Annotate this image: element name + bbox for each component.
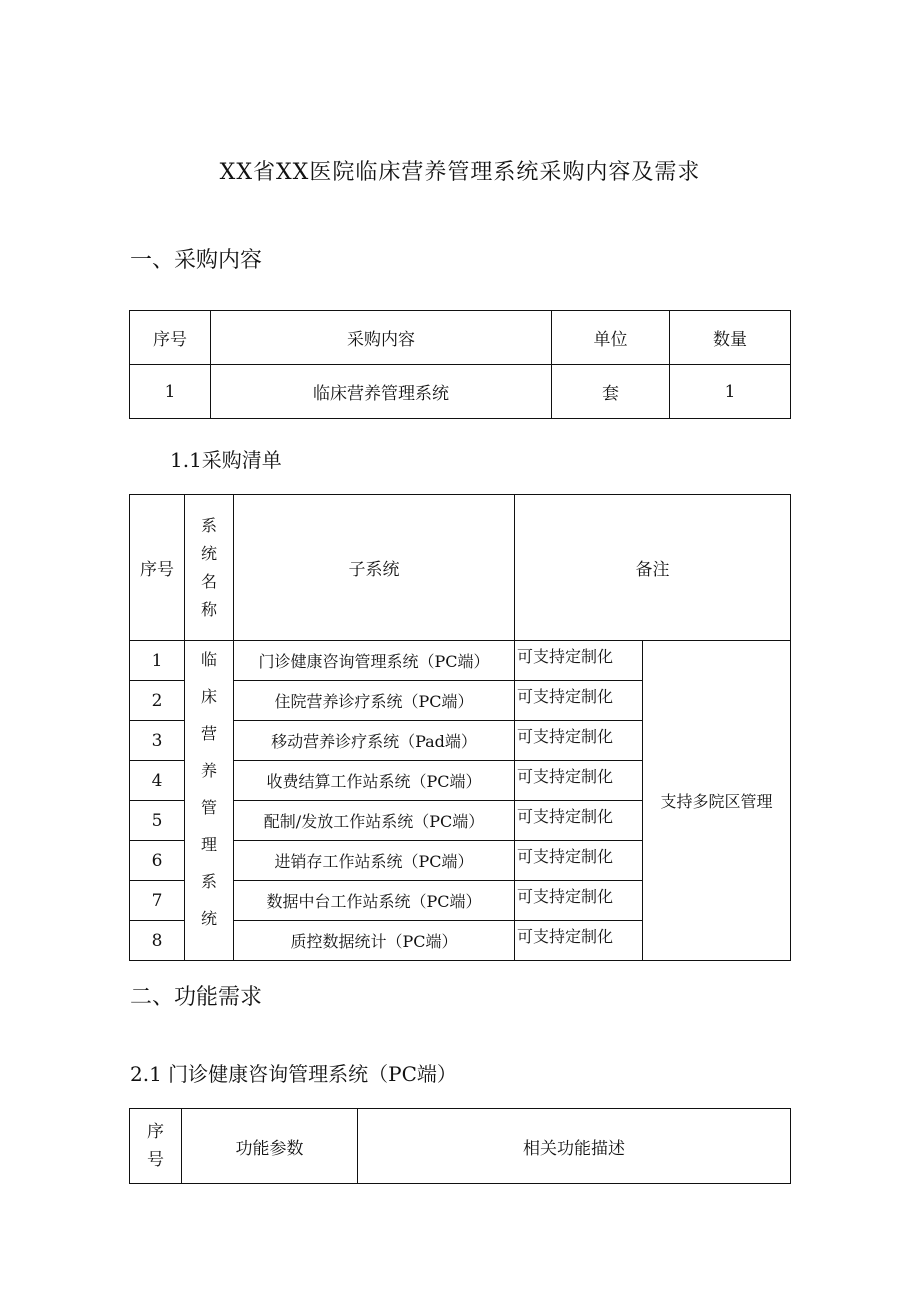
subsection-1-1-heading: 1.1采购清单 <box>170 448 282 472</box>
header-content: 采购内容 <box>211 311 552 365</box>
cell-unit: 套 <box>552 365 670 419</box>
system-name-char: 统 <box>200 909 217 928</box>
header-system-name <box>185 495 234 641</box>
function-table <box>129 1108 791 1184</box>
header-unit: 单位 <box>552 311 670 365</box>
cell-subsystem: 配制/发放工作站系统（PC端） <box>234 801 515 841</box>
cell-merged-remark: 支持多院区管理 <box>643 641 791 961</box>
cell-seq: 4 <box>130 761 185 801</box>
cell-note: 可支持定制化 <box>515 761 643 801</box>
procurement-table <box>129 310 791 419</box>
table-header-row <box>130 495 791 641</box>
cell-seq: 6 <box>130 841 185 881</box>
cell-subsystem: 质控数据统计（PC端） <box>234 921 515 961</box>
system-name-char: 理 <box>200 835 217 854</box>
subsection-2-1-heading: 2.1 门诊健康咨询管理系统（PC端） <box>130 1062 457 1086</box>
cell-note: 可支持定制化 <box>515 881 643 921</box>
section1-heading: 一、采购内容 <box>130 248 263 273</box>
header-char: 名 <box>200 571 217 591</box>
system-name-char: 养 <box>200 761 217 780</box>
cell-subsystem: 门诊健康咨询管理系统（PC端） <box>234 641 515 681</box>
header-seq <box>130 1109 182 1184</box>
cell-quantity: 1 <box>670 365 791 419</box>
cell-seq: 7 <box>130 881 185 921</box>
system-name-char: 临 <box>200 650 217 669</box>
table-header-row <box>130 1109 791 1184</box>
header-char: 统 <box>200 543 217 563</box>
cell-subsystem: 进销存工作站系统（PC端） <box>234 841 515 881</box>
header-char: 系 <box>200 515 217 535</box>
procurement-list-table <box>129 494 791 961</box>
header-param: 功能参数 <box>182 1109 358 1184</box>
system-name-char: 系 <box>200 872 217 891</box>
cell-seq: 5 <box>130 801 185 841</box>
cell-note: 可支持定制化 <box>515 801 643 841</box>
section2-heading: 二、功能需求 <box>130 985 263 1010</box>
header-seq: 序号 <box>130 311 211 365</box>
cell-seq: 2 <box>130 681 185 721</box>
cell-content: 临床营养管理系统 <box>211 365 552 419</box>
table-row <box>130 365 791 419</box>
header-char: 号 <box>147 1150 164 1170</box>
cell-system-name <box>185 641 234 961</box>
header-quantity: 数量 <box>670 311 791 365</box>
system-name-char: 床 <box>200 687 217 706</box>
system-name-char: 营 <box>200 724 217 743</box>
header-remark: 备注 <box>515 495 791 641</box>
cell-seq: 1 <box>130 641 185 681</box>
cell-seq: 3 <box>130 721 185 761</box>
cell-subsystem: 住院营养诊疗系统（PC端） <box>234 681 515 721</box>
cell-note: 可支持定制化 <box>515 921 643 961</box>
cell-subsystem: 数据中台工作站系统（PC端） <box>234 881 515 921</box>
table-row <box>130 641 791 681</box>
header-char: 序 <box>147 1122 164 1142</box>
system-name-char: 管 <box>200 798 217 817</box>
cell-note: 可支持定制化 <box>515 841 643 881</box>
header-seq: 序号 <box>130 495 185 641</box>
header-subsystem: 子系统 <box>234 495 515 641</box>
cell-subsystem: 移动营养诊疗系统（Pad端） <box>234 721 515 761</box>
table-header-row <box>130 311 791 365</box>
cell-note: 可支持定制化 <box>515 721 643 761</box>
cell-seq: 8 <box>130 921 185 961</box>
cell-seq: 1 <box>130 365 211 419</box>
header-char: 称 <box>200 599 217 619</box>
header-desc: 相关功能描述 <box>358 1109 791 1184</box>
document-title: XX省XX医院临床营养管理系统采购内容及需求 <box>219 160 701 185</box>
cell-note: 可支持定制化 <box>515 641 643 681</box>
cell-subsystem: 收费结算工作站系统（PC端） <box>234 761 515 801</box>
cell-note: 可支持定制化 <box>515 681 643 721</box>
